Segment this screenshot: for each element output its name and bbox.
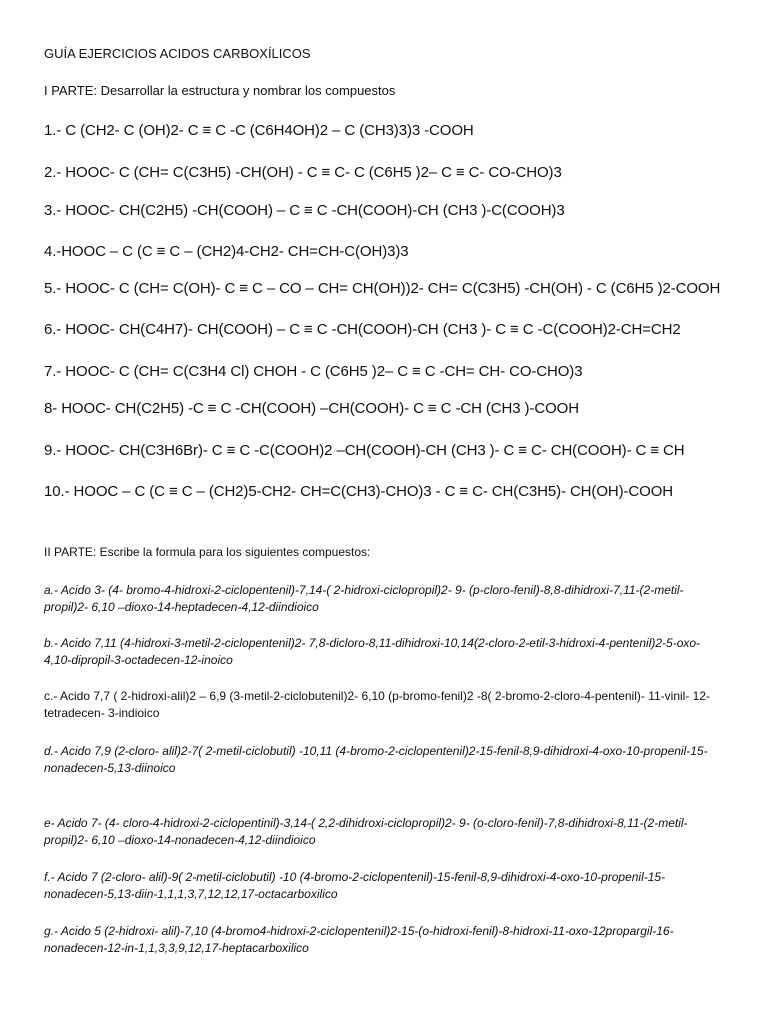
formula-10: 10.- HOOC – C (C ≡ C – (CH2)5-CH2- CH=C(CH3)-CHO)3 - C ≡ C- CH(C3H5)- CH(OH)-COOH xyxy=(44,483,674,500)
formula-9: 9.- HOOC- CH(C3H6Br)- C ≡ C -C(COOH)2 –CH(COOH)-CH (CH3 )- C ≡ C- CH(COOH)- C ≡ CH xyxy=(44,442,685,459)
exercise-d: d.- Acido 7,9 (2-cloro- alil)2-7( 2-metil-ciclobutil) -10,11 (4-bromo-2-ciclopentenil)2-15-fenil-8,9-dihidroxi-4-oxo-10-propenil-15-nonadecen-5,13-diinoico xyxy=(44,744,708,775)
formula-5: 5.- HOOC- C (CH= C(OH)- C ≡ C – CO – CH= CH(OH))2- CH= C(C3H5) -CH(OH) - C (C6H5 )2-COOH xyxy=(44,280,721,297)
formula-2: 2.- HOOC- C (CH= C(C3H5) -CH(OH) - C ≡ C- C (C6H5 )2– C ≡ C- CO-CHO)3 xyxy=(44,164,562,181)
exercise-e: e- Acido 7- (4- cloro-4-hidroxi-2-ciclopentinil)-3,14-( 2,2-dihidroxi-ciclopropil)2- 9- (o-cloro-fenil)-7,8-dihidroxi-8,11-(2-metil-propil)2- 6,10 –dioxo-14-nonadecen-4,12-diindioico xyxy=(44,816,688,847)
part2-heading: II PARTE: Escribe la formula para los siguientes compuestos: xyxy=(44,545,371,559)
formula-3: 3.- HOOC- CH(C2H5) -CH(COOH) – C ≡ C -CH(COOH)-CH (CH3 )-C(COOH)3 xyxy=(44,202,565,219)
exercise-b: b.- Acido 7,11 (4-hidroxi-3-metil-2-ciclopentenil)2- 7,8-dicloro-8,11-dihidroxi-10,14(2-cloro-2-etil-3-hidroxi-4-pentenil)2-5-oxo-4,10-dipropil-3-octadecen-12-inoico xyxy=(44,636,701,667)
formula-7: 7.- HOOC- C (CH= C(C3H4 Cl) CHOH - C (C6H5 )2– C ≡ C -CH= CH- CO-CHO)3 xyxy=(44,363,583,380)
formula-8: 8- HOOC- CH(C2H5) -C ≡ C -CH(COOH) –CH(COOH)- C ≡ C -CH (CH3 )-COOH xyxy=(44,400,579,417)
exercise-c: c.- Acido 7,7 ( 2-hidroxi-alil)2 – 6,9 (3-metil-2-ciclobutenil)2- 6,10 (p-bromo-fenil)2 -8( 2-bromo-2-cloro-4-pentenil)- 11-vinil- 12-tetradecen- 3-indioico xyxy=(44,689,711,720)
part1-heading: I PARTE: Desarrollar la estructura y nombrar los compuestos xyxy=(44,83,396,98)
formula-1: 1.- C (CH2- C (OH)2- C ≡ C -C (C6H4OH)2 – C (CH3)3)3 -COOH xyxy=(44,122,474,139)
formula-6: 6.- HOOC- CH(C4H7)- CH(COOH) – C ≡ C -CH(COOH)-CH (CH3 )- C ≡ C -C(COOH)2-CH=CH2 xyxy=(44,321,681,338)
page-title: GUÍA EJERCICIOS ACIDOS CARBOXÍLICOS xyxy=(44,46,311,61)
exercise-f: f.- Acido 7 (2-cloro- alil)-9( 2-metil-ciclobutil) -10 (4-bromo-2-ciclopentenil)-15-fenil-8,9-dihidroxi-4-oxo-10-propenil-15-nonadecen-5,13-diin-1,1,1,3,7,12,12,17-octacarboxilico xyxy=(44,870,666,901)
formula-4: 4.-HOOC – C (C ≡ C – (CH2)4-CH2- CH=CH-C(OH)3)3 xyxy=(44,243,409,260)
exercise-a: a.- Acido 3- (4- bromo-4-hidroxi-2-ciclopentenil)-7,14-( 2-hidroxi-ciclopropil)2- 9- (p-cloro-fenil)-8,8-dihidroxi-7,11-(2-metil-propil)2- 6,10 –dioxo-14-heptadecen-4,12-diindioico xyxy=(44,583,684,614)
exercise-g: g.- Acido 5 (2-hidroxi- alil)-7,10 (4-bromo4-hidroxi-2-ciclopentenil)2-15-(o-hidroxi-fenil)-8-hidroxi-11-oxo-12propargil-16-nonadecen-12-in-1,1,3,3,9,12,17-heptacarboxilico xyxy=(44,924,674,955)
